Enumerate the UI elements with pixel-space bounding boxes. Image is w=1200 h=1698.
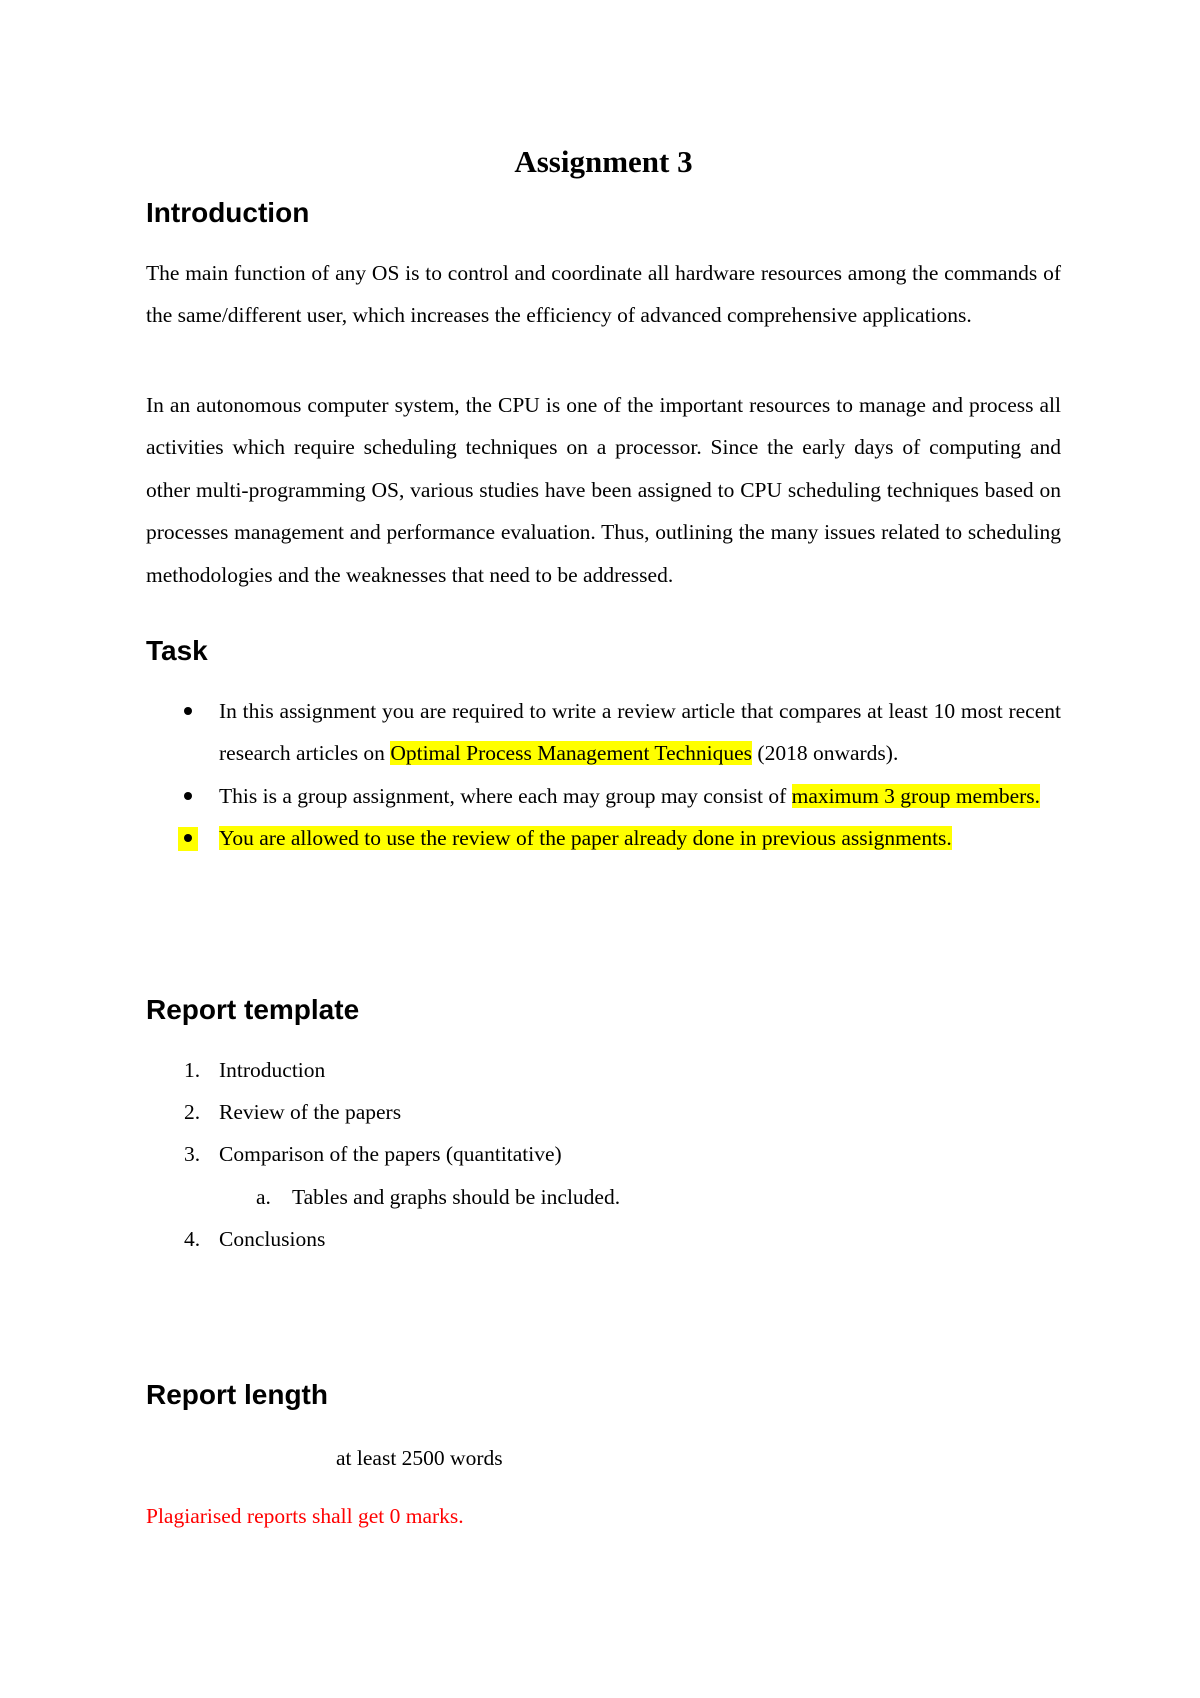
task-bullet-2-highlight: maximum 3 group members. [791,783,1041,808]
task-bullet-item [146,690,1061,775]
task-bullet-item [146,775,1061,817]
report-template-list [146,1049,1061,1260]
list-item-text: Comparison of the papers (quantitative) [219,1142,562,1167]
task-bullet-list [146,690,1061,860]
task-bullet-1-text-end: (2018 onwards). [752,741,899,766]
task-bullet-2-text: This is a group assignment, where each may group may consist of [219,783,792,808]
report-length-heading: Report length [146,1379,328,1410]
list-item-number: a. [256,1184,271,1209]
bullet-icon [184,792,192,800]
report-template-heading: Report template [146,994,360,1025]
task-bullet-3-highlight: You are allowed to use the review of the paper already done in previous assignments. [219,826,952,851]
task-bullet-item [146,817,1061,859]
list-item-text: Conclusions [219,1226,326,1251]
list-item-number: 1. [184,1058,201,1082]
bullet-icon [184,707,192,715]
list-item [146,1091,1061,1133]
introduction-heading: Introduction [146,197,310,228]
list-item-text: Review of the papers [219,1100,402,1125]
list-item-number: 3. [184,1142,201,1167]
page-title: Assignment 3 [514,144,693,179]
list-item-number: 2. [184,1100,201,1125]
list-item-text: Introduction [219,1058,326,1082]
introduction-paragraph-2: In an autonomous computer system, the CPU is one of the important resources to manage and process all activities which require scheduling techniques on a processor. Since the early days of computing and other multi-programming OS, various studies have been assigned to CPU scheduling techniques based on processes management and performance evaluation. Thus, outlining the many issues related to scheduling methodologies and the weaknesses that need to be addressed. [146,393,1061,587]
list-item-number: 4. [184,1226,201,1251]
list-item [146,1133,1061,1175]
task-bullet-1-text: In this assignment you are required to write a review article that compares at least 10 most recent research articles on [219,699,1061,766]
plagiarism-warning: Plagiarised reports shall get 0 marks. [146,1504,464,1528]
list-item-text: Tables and graphs should be included. [292,1184,621,1209]
task-heading: Task [146,635,208,666]
task-bullet-1-highlight: Optimal Process Management Techniques [390,741,753,766]
list-sub-item [146,1176,1061,1218]
report-length-value: at least 2500 words [336,1446,503,1470]
introduction-paragraph-1: The main function of any OS is to control and coordinate all hardware resources among the commands of the same/different user, which increases the efficiency of advanced comprehensive applications. [146,261,1061,328]
list-item [146,1218,1061,1260]
list-item [146,1049,1061,1091]
